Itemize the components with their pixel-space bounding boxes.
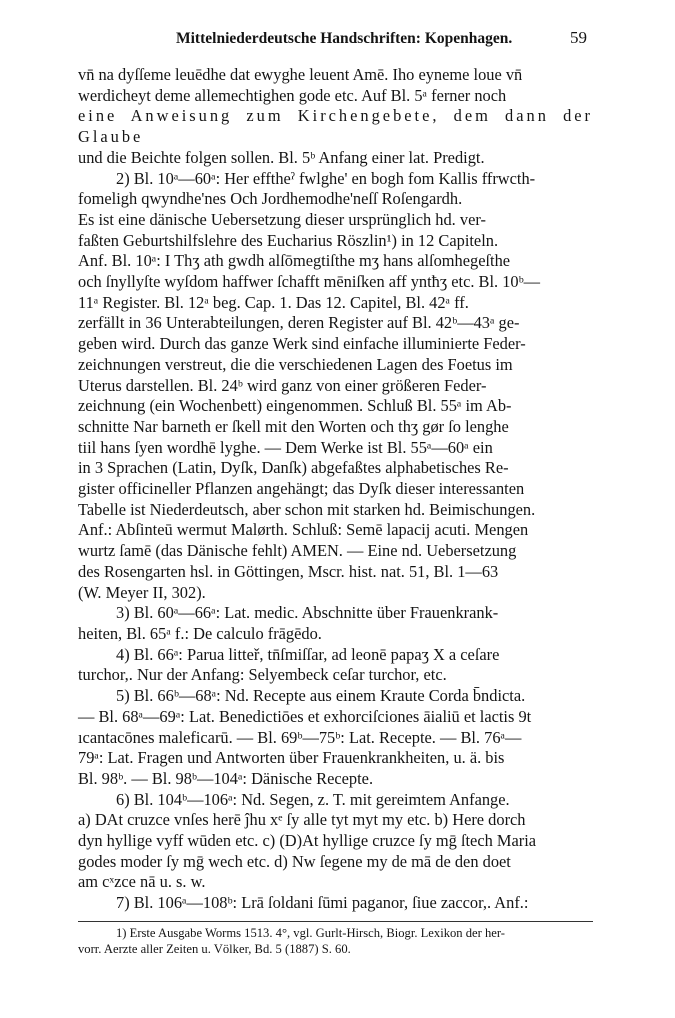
text-line: ıcantacōnes maleficarū. — Bl. 69ᵇ—75ᵇ: Lat. Recepte. — Bl. 76ᵃ— <box>78 727 522 747</box>
text-line: godes moder ſy mḡ wech etc. d) Nw ſegene my de mā de den doet <box>78 851 511 871</box>
text-line: — Bl. 68ᵃ—69ᵃ: Lat. Benedictiōes et exhorciſciones āialiū et lactis 9t <box>78 706 532 726</box>
text-line: faßten Geburtshilfslehre des Eucharius Röszlin¹) in 12 Capiteln. <box>78 230 499 250</box>
footnote-line: 1) Erste Ausgabe Worms 1513. 4°, vgl. Gurlt-Hirsch, Biogr. Lexikon der her- <box>116 925 505 940</box>
text-line: Tabelle ist Niederdeutsch, aber schon mit starken hd. Beimischungen. <box>78 499 536 519</box>
text-line: tiil hans ſyen wordhē lyghe. — Dem Werke ist Bl. 55ᵃ—60ᵃ ein <box>78 437 493 457</box>
text-line: 4) Bl. 66ᵃ: Parua litteř, tn̄ſmiſſar, ad leonē papaʒ X a ceſare <box>116 644 500 664</box>
text-line: turchor,. Nur der Anfang: Selyembeck ceſar turchor, etc. <box>78 665 447 685</box>
text-line: werdicheyt deme allemechtighen gode etc. Auf Bl. 5ᵃ ferner noch <box>78 85 507 105</box>
text-line: eine Anweisung zum Kirchengebete, dem dann der Glaube <box>78 106 593 147</box>
text-line: 5) Bl. 66ᵇ—68ᵃ: Nd. Recepte aus einem Kraute Corda b̄ndicta. <box>116 686 526 706</box>
page-number: 59 <box>570 28 587 47</box>
text-line: zerfällt in 36 Unterabteilungen, deren Register auf Bl. 42ᵇ—43ᵃ ge- <box>78 313 520 333</box>
text-line: des Rosengarten hsl. in Göttingen, Mscr. hist. nat. 51, Bl. 1—63 <box>78 561 499 581</box>
text-line: 3) Bl. 60ᵃ—66ᵃ: Lat. medic. Abschnitte über Frauenkrank- <box>116 603 499 623</box>
text-line: zeichnung (ein Wochenbett) eingenommen. Schluß Bl. 55ᵃ im Ab- <box>78 396 512 416</box>
text-line: Bl. 98ᵇ. — Bl. 98ᵇ—104ᵃ: Dänische Recepte. <box>78 768 374 788</box>
text-line: a) DAt cruzce vnſes herē ĵhu xᵉ ſy alle tyt myt my etc. b) Here dorch <box>78 810 526 830</box>
text-line: Anf.: Abſinteū wermut Malørth. Schluß: Semē lapacij acuti. Mengen <box>78 520 529 540</box>
text-line: heiten, Bl. 65ᵃ f.: De calculo frāgēdo. <box>78 623 322 643</box>
text-line: dyn hyllige vyff wūden etc. c) (D)At hyllige cruzce ſy mḡ ſtech Maria <box>78 831 537 851</box>
main-text <box>78 65 593 914</box>
text-line: schnitte Nar barneth er ſkell mit den Worten och thʒ gør ſo lenghe <box>78 416 509 436</box>
text-line: in 3 Sprachen (Latin, Dyſk, Danſk) abgefaßtes alphabetisches Re- <box>78 458 509 478</box>
footnote <box>78 925 593 958</box>
text-line: zeichnungen verstreut, die die verschiedenen Lagen des Foetus im <box>78 354 513 374</box>
text-line: 7) Bl. 106ᵃ—108ᵇ: Lrā ſoldani ſūmi paganor, ſiue zaccor,. Anf.: <box>116 893 529 913</box>
text-line: wurtz ſamē (das Dänische fehlt) AMEN. — Eine nd. Uebersetzung <box>78 541 517 561</box>
text-line: geben wird. Durch das ganze Werk sind einfache illuminierte Feder- <box>78 334 526 354</box>
footnote-line: vorr. Aerzte aller Zeiten u. Völker, Bd. 5 (1887) S. 60. <box>78 942 351 957</box>
text-line: gister officineller Pflanzen angehängt; das Dyſk dieser interessanten <box>78 479 525 499</box>
text-line: 79ᵃ: Lat. Fragen und Antworten über Frauenkrankheiten, u. ä. bis <box>78 748 505 768</box>
text-line: am cˣzce nā u. s. w. <box>78 872 206 892</box>
text-line: und die Beichte folgen sollen. Bl. 5ᵇ Anfang einer lat. Predigt. <box>78 147 485 167</box>
text-line: 11ᵃ Register. Bl. 12ᵃ beg. Cap. 1. Das 12. Capitel, Bl. 42ᵃ ff. <box>78 292 469 312</box>
page-header <box>78 28 593 48</box>
text-line: Es ist eine dänische Uebersetzung dieser ursprünglich hd. ver- <box>78 209 486 229</box>
text-line: 2) Bl. 10ᵃ—60ᵃ: Her efftheˀ fwlghe' en bogh fom Kallis ffrwcth- <box>116 168 536 188</box>
footnote-divider <box>78 921 593 922</box>
text-line: fomeligh qwyndhe'nes Och Jordhemodhe'neſſ Roſengardh. <box>78 189 463 209</box>
text-line: Anf. Bl. 10ᵃ: I Thʒ ath gwdh alſōmegtiſthe mʒ hans alſomhegeſthe <box>78 251 511 271</box>
running-title: Mittelniederdeutsche Handschriften: Kopenhagen. <box>176 30 513 47</box>
text-line: 6) Bl. 104ᵇ—106ᵃ: Nd. Segen, z. T. mit gereimtem Anfange. <box>116 789 510 809</box>
text-line: (W. Meyer II, 302). <box>78 582 206 602</box>
text-line: vn̄ na dyſſeme leuēdhe dat ewyghe leuent Amē. Iho eyneme loue vn̄ <box>78 65 523 84</box>
text-line: och ſnyllyſte wyſdom haffwer ſchafft mēniſken aff yntħʒ etc. Bl. 10ᵇ— <box>78 272 541 292</box>
text-line: Uterus darstellen. Bl. 24ᵇ wird ganz von einer größeren Feder- <box>78 375 487 395</box>
